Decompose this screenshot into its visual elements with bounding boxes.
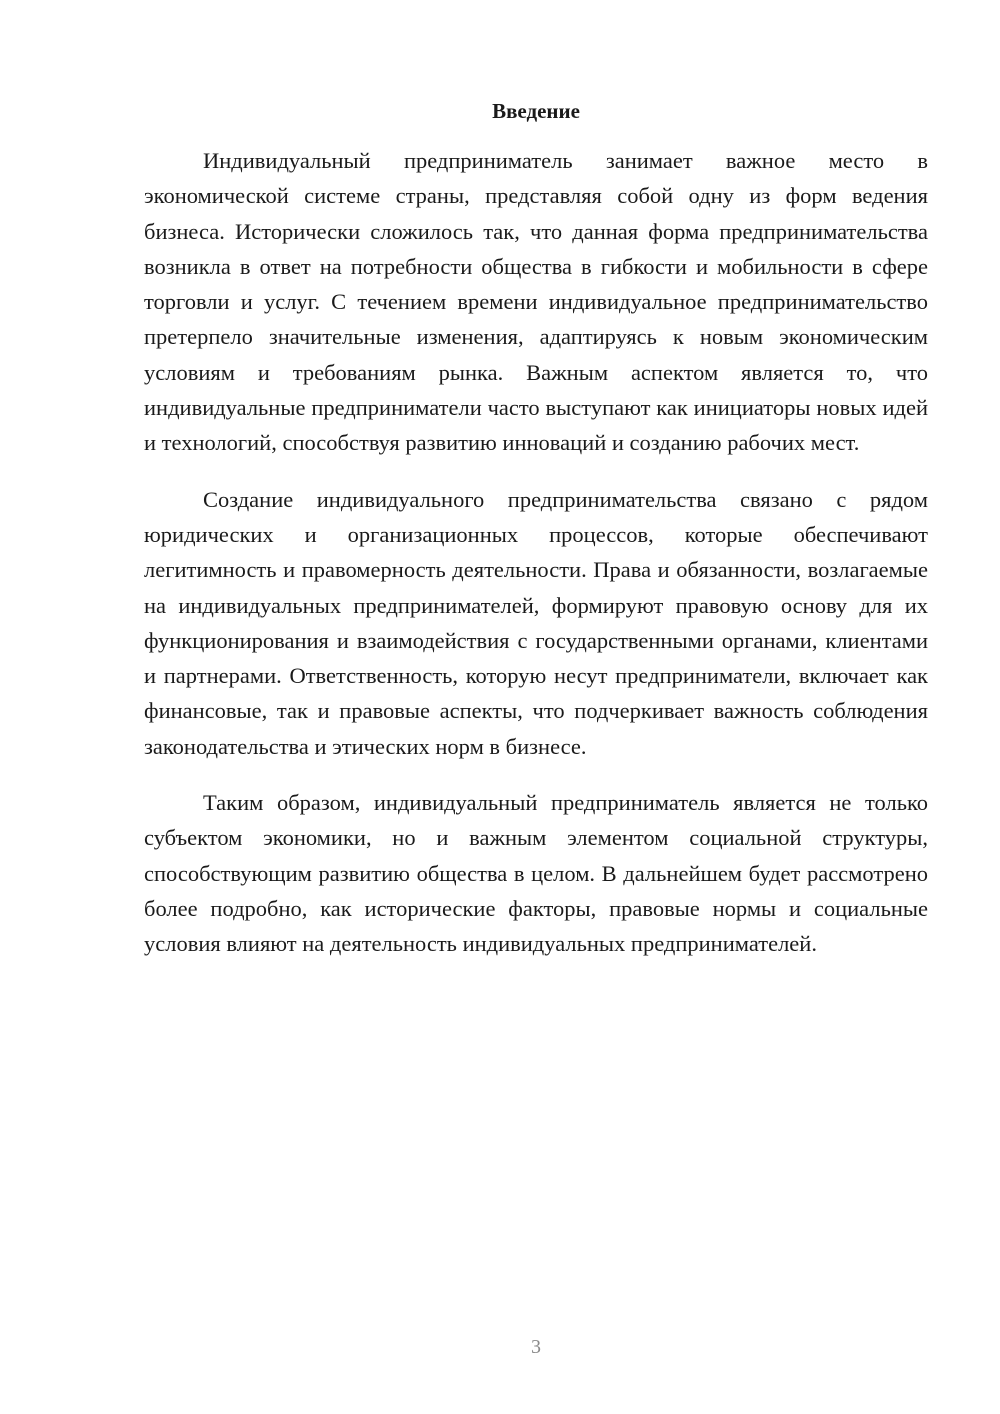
body-text — [144, 143, 928, 962]
paragraph-3: Таким образом, индивидуальный предприниматель является не только субъектом экономики, но и важным элементом социальной структуры, способствующим развитию общества в целом. В дальнейшем будет рассмотрено более подробно, как исторические факторы, правовые нормы и социальные условия влияют на деятельность индивидуальных предпринимателей. — [144, 790, 928, 957]
paragraph-1: Индивидуальный предприниматель занимает важное место в экономической системе страны, представляя собой одну из форм ведения бизнеса. Исторически сложилось так, что данная форма предпринимательства возникла в ответ на потребности общества в гибкости и мобильности в сфере торговли и услуг. С течением времени индивидуальное предпринимательство претерпело значительные изменения, адаптируясь к новым экономическим условиям и требованиям рынка. Важным аспектом является то, что индивидуальные предприниматели часто выступают как инициаторы новых идей и технологий, способствуя развитию инноваций и созданию рабочих мест. — [144, 148, 928, 456]
section-heading: Введение — [492, 99, 580, 123]
paragraph-2: Создание индивидуального предпринимательства связано с рядом юридических и организационных процессов, которые обеспечивают легитимность и правомерность деятельности. Права и обязанности, возлагаемые на индивидуальных предпринимателей, формируют правовую основу для их функционирования и взаимодействия с государственными органами, клиентами и партнерами. Ответственность, которую несут предприниматели, включает как финансовые, так и правовые аспекты, что подчеркивает важность соблюдения законодательства и этических норм в бизнесе. — [144, 486, 928, 759]
page-number: 3 — [531, 1336, 541, 1358]
